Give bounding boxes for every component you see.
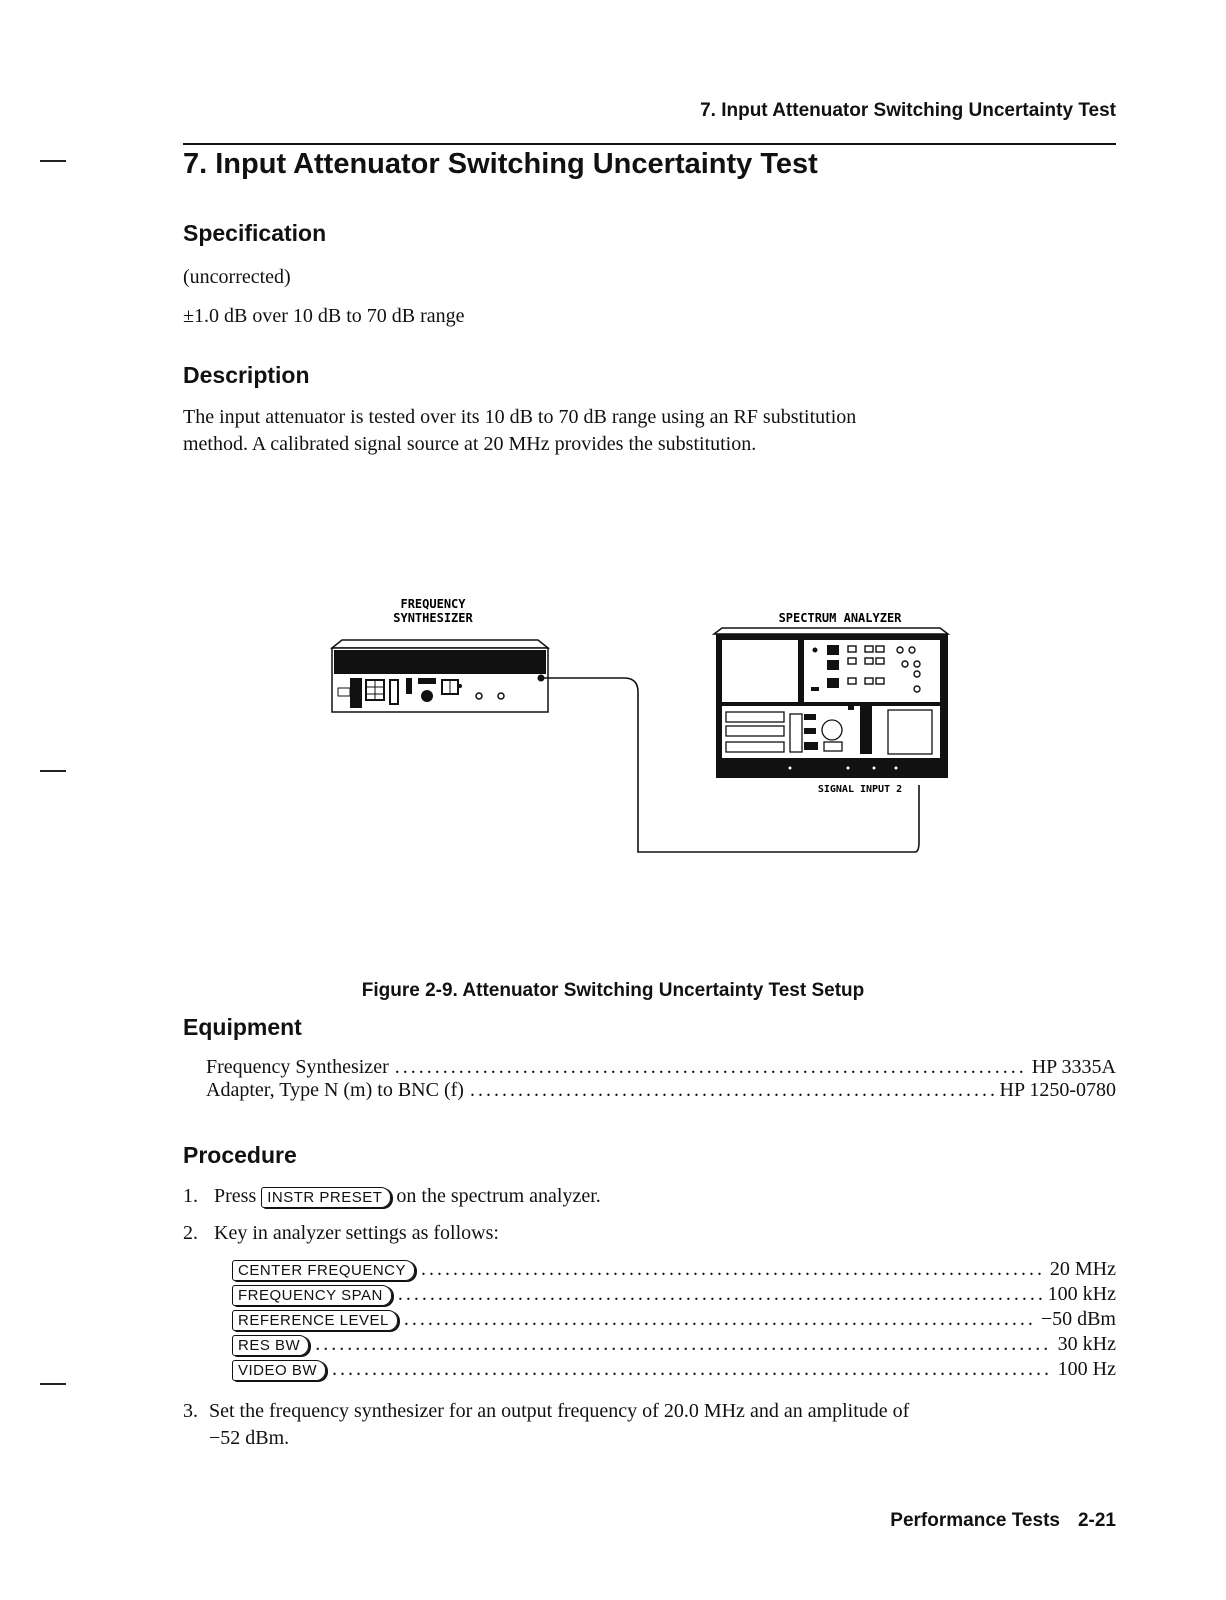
description-heading: Description [183,362,310,388]
setting-row [232,1283,1116,1308]
figure-caption: Figure 2-9. Attenuator Switching Uncertainty Test Setup [361,980,865,1001]
setting-row [232,1258,1116,1283]
setting-value: 30 kHz [1057,1333,1116,1355]
equipment-name: Frequency Synthesizer [206,1056,389,1078]
reference-level-key: REFERENCE LEVEL [232,1310,398,1331]
running-header: 7. Input Attenuator Switching Uncertainty Test [700,100,1116,121]
signal-input-label: SIGNAL INPUT 2 [817,784,903,795]
setting-value: 20 MHz [1049,1258,1116,1280]
equipment-list [206,1056,1116,1102]
step-text: Press [214,1185,257,1207]
center-frequency-key: CENTER FREQUENCY [232,1260,415,1281]
page-title: 7. Input Attenuator Switching Uncertainty Test [183,148,818,180]
procedure-heading: Procedure [183,1142,297,1168]
step-text: −52 dBm. [209,1427,290,1449]
setting-row [232,1333,1116,1358]
procedure-step-3 [183,1398,1116,1452]
step-text: Set the frequency synthesizer for an output frequency of 20.0 MHz and an amplitude of [209,1400,910,1422]
page-footer [890,1510,1116,1532]
step-text: Key in analyzer settings as follows: [214,1222,499,1244]
step-text: on the spectrum analyzer. [396,1185,601,1207]
equipment-model: HP 1250-0780 [999,1079,1116,1101]
procedure-step-1 [183,1183,1116,1210]
frequency-synthesizer [332,640,548,712]
setting-value: 100 kHz [1047,1283,1116,1305]
dot-leader [421,1258,1044,1281]
dot-leader [470,1079,994,1102]
setting-value: 100 Hz [1057,1358,1116,1380]
specification-line: (uncorrected) [183,266,291,288]
margin-mark [40,770,66,772]
equipment-name: Adapter, Type N (m) to BNC (f) [206,1079,464,1101]
dot-leader [332,1358,1052,1381]
spectrum-analyzer [714,628,948,795]
dot-leader [398,1283,1042,1306]
dot-leader [404,1308,1035,1331]
setup-diagram [320,590,980,890]
step-number: 3. [183,1400,198,1422]
description-line: method. A calibrated signal source at 20 MHz provides the substitution. [183,433,757,455]
step-number: 1. [183,1185,198,1207]
specification-line: ±1.0 dB over 10 dB to 70 dB range [183,305,465,327]
specification-heading: Specification [183,220,327,246]
synthesizer-label-1: FREQUENCY [400,597,466,611]
analyzer-settings-list [232,1258,1116,1383]
equipment-item [206,1079,1116,1102]
footer-section: Performance Tests [890,1510,1060,1531]
instr-preset-key: INSTR PRESET [261,1187,391,1208]
step-number: 2. [183,1222,198,1244]
frequency-span-key: FREQUENCY SPAN [232,1285,392,1306]
header-rule [183,143,1116,145]
procedure-step-2 [183,1220,499,1247]
equipment-model: HP 3335A [1031,1056,1116,1078]
equipment-item [206,1056,1116,1079]
dot-leader [395,1056,1026,1079]
page-number: 2-21 [1077,1510,1116,1531]
dot-leader [315,1333,1051,1356]
video-bw-key: VIDEO BW [232,1360,326,1381]
margin-mark [40,1383,66,1385]
margin-mark [40,160,66,162]
description-line: The input attenuator is tested over its 10 dB to 70 dB range using an RF substitution [183,406,857,428]
synthesizer-label-2: SYNTHESIZER [393,611,473,625]
setting-value: −50 dBm [1040,1308,1116,1330]
setting-row [232,1308,1116,1333]
res-bw-key: RES BW [232,1335,309,1356]
test-setup-figure [320,590,980,895]
setting-row [232,1358,1116,1383]
analyzer-label: SPECTRUM ANALYZER [778,611,902,625]
equipment-heading: Equipment [183,1014,302,1040]
